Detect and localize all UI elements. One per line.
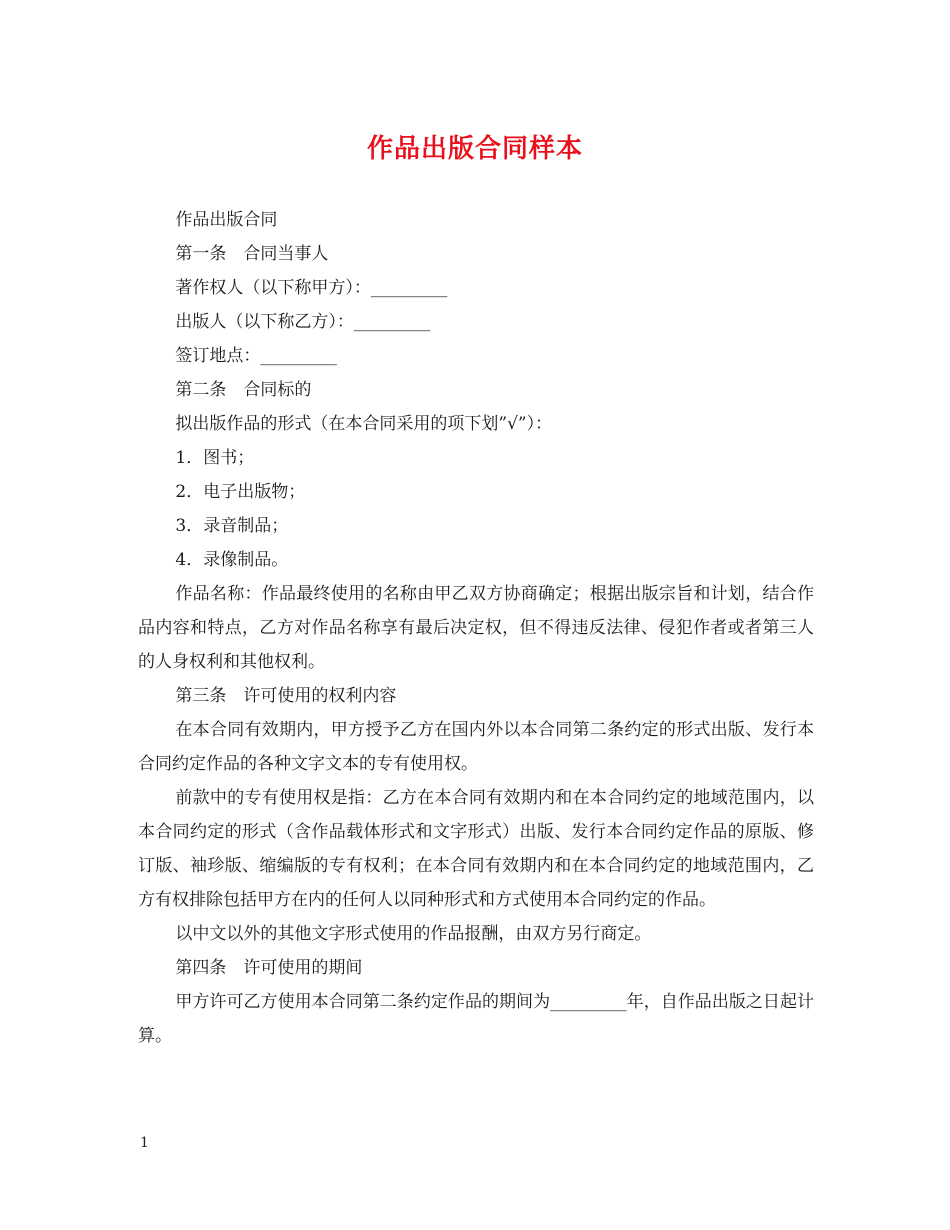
paragraph: 在本合同有效期内，甲方授予乙方在国内外以本合同第二条约定的形式出版、发行本合同约定作品的各种文字文本的专有使用权。 bbox=[138, 720, 814, 774]
paragraph: 签订地点：_________ bbox=[175, 346, 337, 366]
paragraph: 著作权人（以下称甲方）：_________ bbox=[175, 278, 448, 298]
page-number: 1 bbox=[140, 1135, 149, 1151]
paragraph: 以中文以外的其他文字形式使用的作品报酬，由双方另行商定。 bbox=[175, 924, 652, 944]
paragraph: 前款中的专有使用权是指：乙方在本合同有效期内和在本合同约定的地域范围内，以本合同约定的形式（含作品载体形式和文字形式）出版、发行本合同约定作品的原版、修订版、袖珍版、缩编版的专有权利；在本合同有效期内和在本合同约定的地域范围内，乙方有权排除包括甲方在内的任何人以同种形式和方式使用本合同约定的作品。 bbox=[138, 788, 814, 910]
paragraph: 甲方许可乙方使用本合同第二条约定作品的期间为_________年，自作品出版之日起计算。 bbox=[138, 992, 814, 1046]
article-heading: 第三条 许可使用的权利内容 bbox=[175, 686, 397, 706]
document-title: 作品出版合同样本 bbox=[366, 134, 583, 164]
paragraph: 拟出版作品的形式（在本合同采用的项下划”√”）： bbox=[175, 414, 553, 434]
paragraph: 出版人（以下称乙方）：_________ bbox=[175, 312, 431, 332]
list-item: 3．录音制品； bbox=[175, 516, 289, 536]
document-body bbox=[138, 203, 814, 1053]
list-item: 2．电子出版物； bbox=[175, 482, 306, 502]
article-heading: 第二条 合同标的 bbox=[175, 380, 312, 400]
list-item: 1．图书； bbox=[175, 448, 255, 468]
list-item: 4．录像制品。 bbox=[175, 550, 289, 570]
article-heading: 第一条 合同当事人 bbox=[175, 244, 329, 264]
article-heading: 第四条 许可使用的期间 bbox=[175, 958, 363, 978]
paragraph: 作品名称：作品最终使用的名称由甲乙双方协商确定；根据出版宗旨和计划，结合作品内容和特点，乙方对作品名称享有最后决定权，但不得违反法律、侵犯作者或者第三人的人身权利和其他权利。 bbox=[138, 584, 814, 672]
paragraph: 作品出版合同 bbox=[175, 210, 278, 230]
